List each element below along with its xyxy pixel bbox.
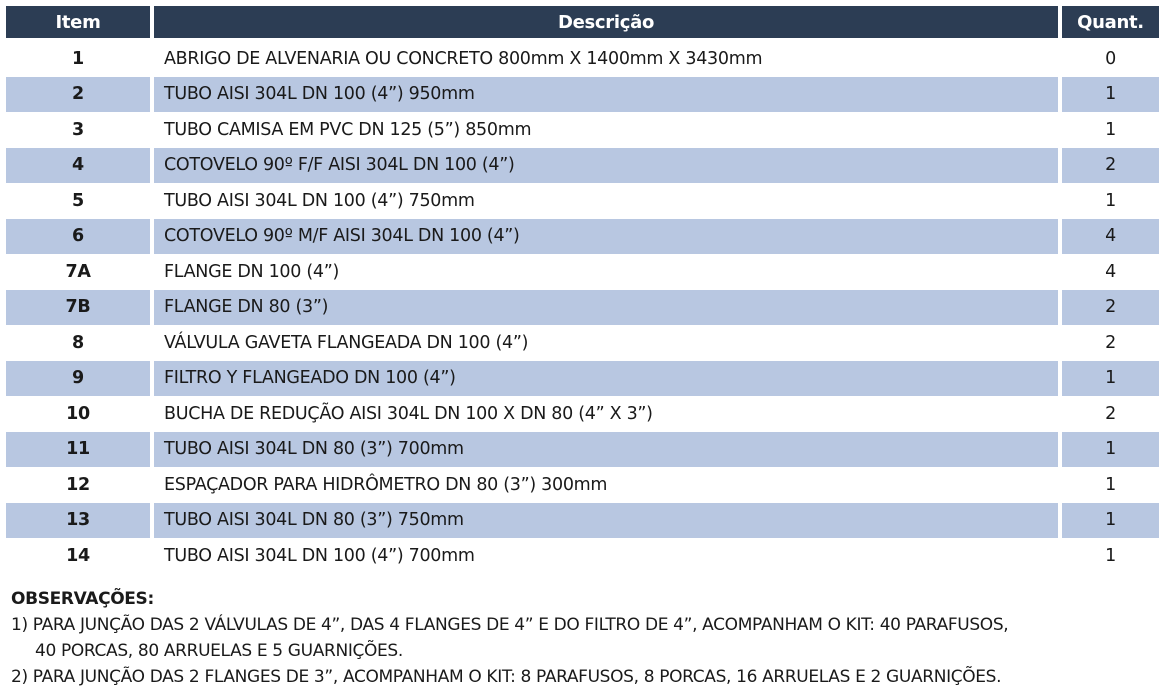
item-description: TUBO AISI 304L DN 80 (3”) 750mm [154, 503, 1058, 539]
table-row [6, 503, 1159, 539]
item-quantity: 1 [1062, 361, 1159, 397]
item-description: ESPAÇADOR PARA HIDRÔMETRO DN 80 (3”) 300mm [164, 474, 608, 495]
item-number: 4 [6, 148, 150, 184]
table-row [6, 77, 1159, 113]
item-quantity: 1 [1105, 190, 1116, 211]
item-number: 13 [6, 503, 150, 539]
item-number: 8 [72, 332, 84, 353]
item-description: COTOVELO 90º M/F AISI 304L DN 100 (4”) [154, 219, 1058, 255]
item-quantity: 4 [1062, 219, 1159, 255]
table-row [6, 538, 1159, 574]
table-row [6, 325, 1159, 361]
parts-table [6, 6, 1159, 574]
note-1-line-2: 40 PORCAS, 80 ARRUELAS E 5 GUARNIÇÕES. [35, 641, 403, 661]
item-description: TUBO AISI 304L DN 100 (4”) 750mm [164, 190, 475, 211]
table-row [6, 467, 1159, 503]
item-quantity: 0 [1105, 48, 1116, 69]
observations-title: OBSERVAÇÕES: [11, 589, 154, 609]
item-number: 7B [6, 290, 150, 326]
item-quantity: 1 [1062, 432, 1159, 468]
item-number: 11 [6, 432, 150, 468]
item-quantity: 1 [1105, 119, 1116, 140]
item-quantity: 2 [1105, 403, 1116, 424]
header-item: Item [6, 6, 150, 38]
item-description: TUBO CAMISA EM PVC DN 125 (5”) 850mm [164, 119, 532, 140]
table-row [6, 148, 1159, 184]
header-description: Descrição [154, 6, 1058, 38]
table-row [6, 432, 1159, 468]
item-number: 2 [6, 77, 150, 113]
item-description: FLANGE DN 100 (4”) [164, 261, 340, 282]
item-quantity: 2 [1105, 332, 1116, 353]
table-header [6, 6, 1159, 38]
item-description: TUBO AISI 304L DN 100 (4”) 950mm [154, 77, 1058, 113]
item-quantity: 1 [1105, 474, 1116, 495]
item-description: FLANGE DN 80 (3”) [154, 290, 1058, 326]
item-description: BUCHA DE REDUÇÃO AISI 304L DN 100 X DN 80 (4” X 3”) [164, 403, 653, 424]
note-2: 2) PARA JUNÇÃO DAS 2 FLANGES DE 3”, ACOMPANHAM O KIT: 8 PARAFUSOS, 8 PORCAS, 16 ARRUELAS E 2 GUARNIÇÕES. [11, 667, 1002, 687]
note-1-line-1: 1) PARA JUNÇÃO DAS 2 VÁLVULAS DE 4”, DAS 4 FLANGES DE 4” E DO FILTRO DE 4”, ACOMPANHAM O KIT: 40 PARAFUSOS, [11, 615, 1009, 635]
item-description: TUBO AISI 304L DN 80 (3”) 700mm [154, 432, 1058, 468]
header-quantity: Quant. [1062, 6, 1159, 38]
item-description: COTOVELO 90º F/F AISI 304L DN 100 (4”) [154, 148, 1058, 184]
item-number: 14 [66, 545, 90, 566]
item-quantity: 4 [1105, 261, 1116, 282]
item-quantity: 1 [1062, 77, 1159, 113]
item-number: 3 [72, 119, 84, 140]
item-description: TUBO AISI 304L DN 100 (4”) 700mm [164, 545, 475, 566]
item-quantity: 2 [1062, 148, 1159, 184]
table-row [6, 219, 1159, 255]
item-number: 9 [6, 361, 150, 397]
table-row [6, 41, 1159, 77]
item-number: 12 [66, 474, 90, 495]
table-row [6, 290, 1159, 326]
item-quantity: 1 [1105, 545, 1116, 566]
table-row [6, 254, 1159, 290]
table-row [6, 396, 1159, 432]
table-row [6, 361, 1159, 397]
item-description: FILTRO Y FLANGEADO DN 100 (4”) [154, 361, 1058, 397]
item-description: VÁLVULA GAVETA FLANGEADA DN 100 (4”) [164, 332, 529, 353]
table-row [6, 183, 1159, 219]
item-quantity: 2 [1062, 290, 1159, 326]
table-row [6, 112, 1159, 148]
item-description: ABRIGO DE ALVENARIA OU CONCRETO 800mm X 1400mm X 3430mm [164, 48, 763, 69]
item-number: 10 [66, 403, 90, 424]
item-number: 6 [6, 219, 150, 255]
item-number: 1 [72, 48, 84, 69]
observations [11, 586, 1156, 690]
item-quantity: 1 [1062, 503, 1159, 539]
item-number: 5 [72, 190, 84, 211]
item-number: 7A [65, 261, 91, 282]
